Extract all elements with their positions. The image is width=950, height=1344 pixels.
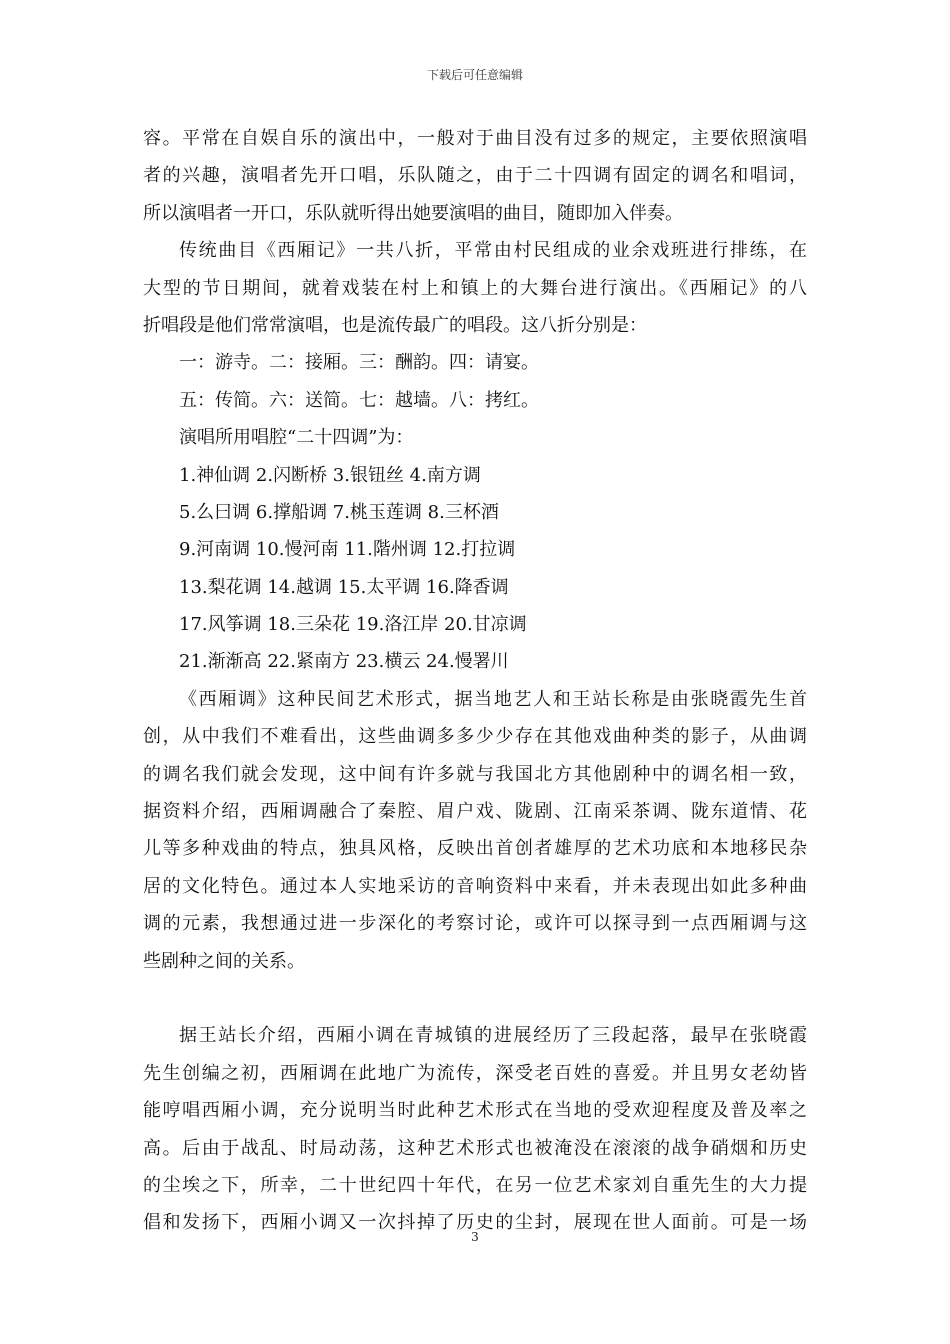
body-line: 高。后由于战乱、时局动荡，这种艺术形式也被淹没在滚滚的战争硝烟和历史 bbox=[143, 1137, 807, 1159]
body-line: 的尘埃之下，所幸，二十世纪四十年代，在另一位艺术家刘自重先生的大力提 bbox=[143, 1174, 807, 1196]
body-line: 容。平常在自娱自乐的演出中，一般对于曲目没有过多的规定，主要依照演唱 bbox=[143, 128, 807, 149]
list-line: 17.风筝调 18.三朵花 19.洛江岸 20.甘凉调 bbox=[179, 614, 527, 636]
body-line: 大型的节日期间，就着戏装在村上和镇上的大舞台进行演出。《西厢记》的八 bbox=[143, 277, 807, 299]
document-body bbox=[143, 120, 807, 1242]
body-line: 先生创编之初，西厢调在此地广为流传，深受老百姓的喜爱。并且男女老幼皆 bbox=[143, 1062, 807, 1084]
body-line: 一：游寺。二：接厢。三：酬韵。四：请宴。 bbox=[179, 352, 539, 374]
body-line: 的调名我们就会发现，这中间有许多就与我国北方其他剧种中的调名相一致， bbox=[143, 763, 807, 785]
body-line: 者的兴趣，演唱者先开口唱，乐队随之，由于二十四调有固定的调名和唱词， bbox=[143, 165, 807, 187]
page-header: 下载后可任意编辑 bbox=[426, 68, 523, 82]
body-line: 调的元素，我想通过进一步深化的考察讨论，或许可以探寻到一点西厢调与这 bbox=[143, 913, 807, 935]
list-line: 1.神仙调 2.闪断桥 3.银钮丝 4.南方调 bbox=[179, 464, 481, 486]
body-line: 折唱段是他们常常演唱，也是流传最广的唱段。这八折分别是： bbox=[143, 314, 647, 336]
body-line: 居的文化特色。通过本人实地采访的音响资料中来看，并未表现出如此多种曲 bbox=[143, 875, 807, 897]
body-line: 传统曲目《西厢记》一共八折，平常由村民组成的业余戏班进行排练，在 bbox=[179, 240, 807, 262]
body-line: 能哼唱西厢小调，充分说明当时此种艺术形式在当地的受欢迎程度及普及率之 bbox=[143, 1100, 807, 1122]
body-line: 五：传简。六：送简。七：越墙。八：拷红。 bbox=[179, 389, 539, 411]
body-line: 据王站长介绍，西厢小调在青城镇的进展经历了三段起落，最早在张晓霞 bbox=[179, 1025, 807, 1047]
body-line: 儿等多种戏曲的特点，独具风格，反映出首创者雄厚的艺术功底和本地移民杂 bbox=[143, 838, 807, 860]
body-line: 所以演唱者一开口，乐队就听得出她要演唱的曲目，随即加入伴奏。 bbox=[143, 202, 683, 224]
list-line: 13.梨花调 14.越调 15.太平调 16.降香调 bbox=[179, 576, 509, 598]
body-line: 演唱所用唱腔“二十四调”为： bbox=[179, 427, 414, 449]
page-number: 3 bbox=[471, 1230, 479, 1244]
body-line: 些剧种之间的关系。 bbox=[143, 950, 305, 972]
body-line: 创，从中我们不难看出，这些曲调多多少少存在其他戏曲种类的影子，从曲调 bbox=[143, 726, 807, 748]
body-line: 据资料介绍，西厢调融合了秦腔、眉户戏、陇剧、江南采茶调、陇东道情、花 bbox=[143, 801, 807, 823]
list-line: 5.么曰调 6.撑船调 7.桃玉莲调 8.三杯酒 bbox=[179, 501, 499, 523]
body-line: 《西厢调》这种民间艺术形式，据当地艺人和王站长称是由张晓霞先生首 bbox=[179, 688, 807, 710]
body-line: 倡和发扬下，西厢小调又一次抖掉了历史的尘封，展现在世人面前。可是一场 bbox=[143, 1212, 807, 1234]
list-line: 9.河南调 10.慢河南 11.階州调 12.打拉调 bbox=[179, 539, 516, 561]
list-line: 21.渐渐高 22.紧南方 23.横云 24.慢署川 bbox=[179, 651, 509, 673]
blank-line bbox=[143, 980, 807, 1017]
